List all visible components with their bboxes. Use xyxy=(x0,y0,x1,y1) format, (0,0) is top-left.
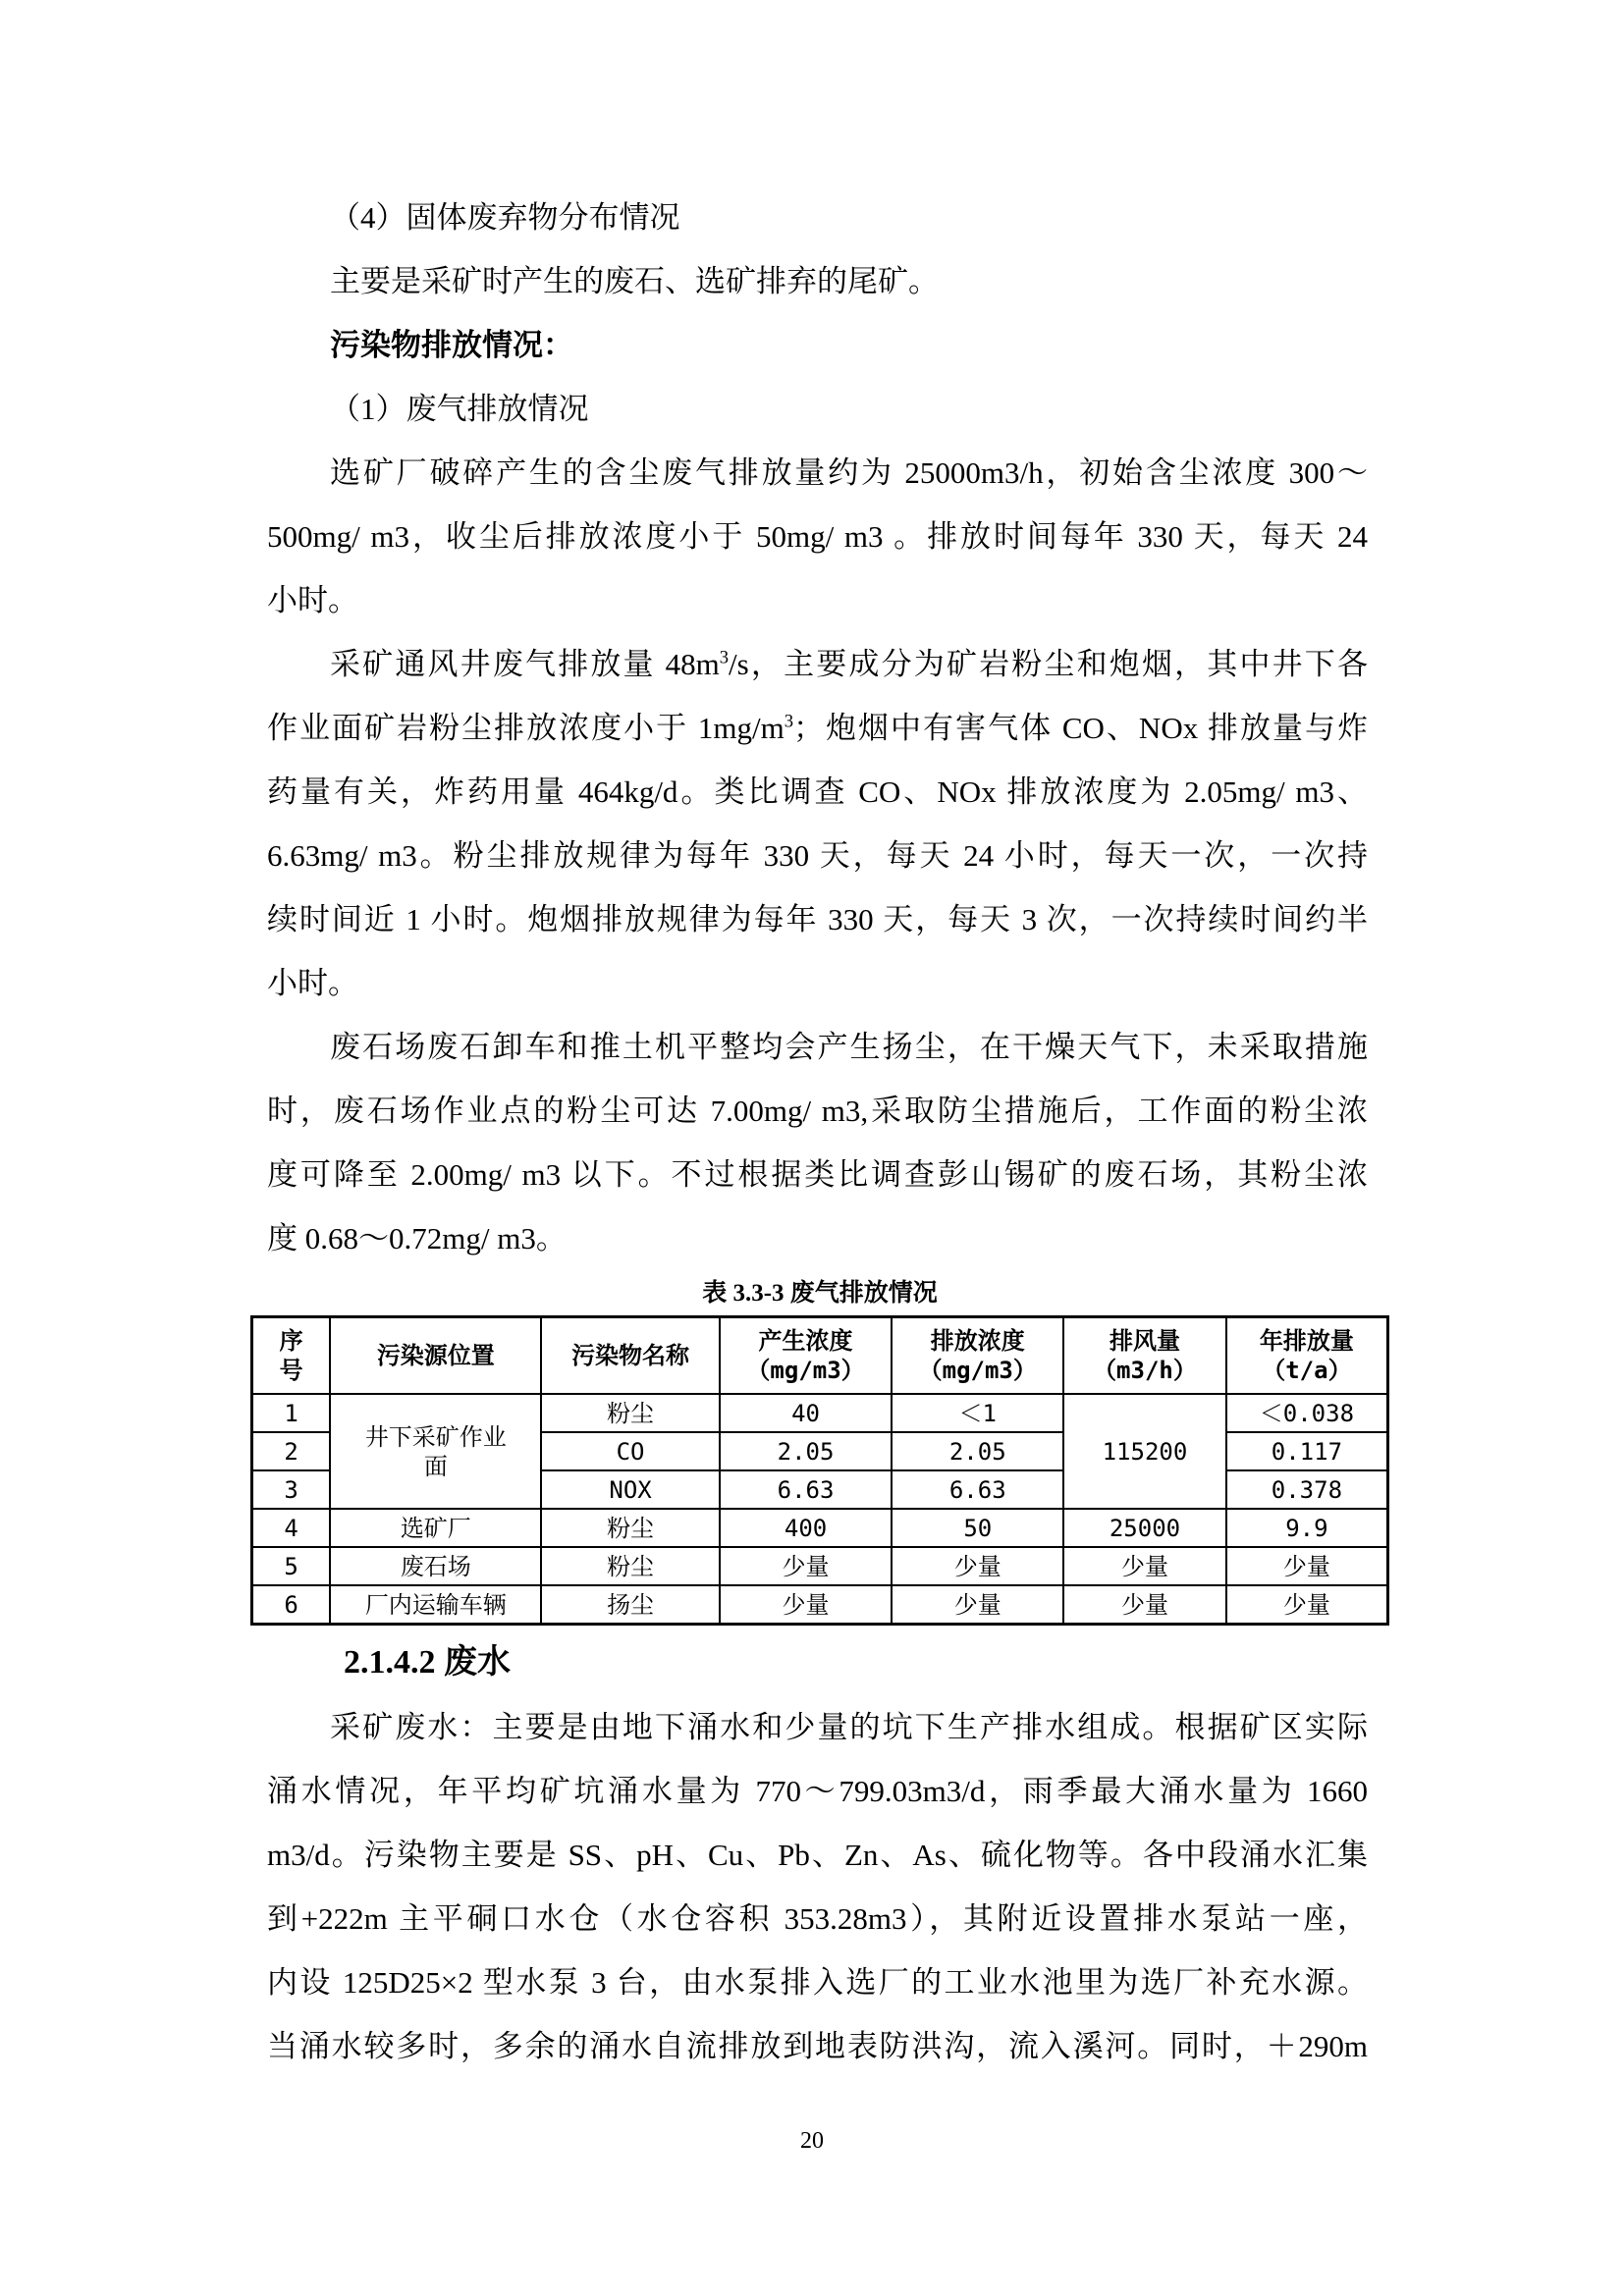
cell-pollutant: 扬尘 xyxy=(541,1585,719,1625)
cell-location: 废石场 xyxy=(330,1547,541,1585)
table-header-row xyxy=(252,1317,1388,1395)
water-line: 涌水情况，年平均矿坑涌水量为 770～799.03m3/d，雨季最大涌水量为 1660 xyxy=(267,1774,1368,1808)
table-row xyxy=(252,1585,1388,1625)
water-line: m3/d。污染物主要是 SS、pH、Cu、Pb、Zn、As、硫化物等。各中段涌水汇集 xyxy=(267,1838,1368,1872)
header-seq xyxy=(252,1317,331,1395)
cell-annual: ＜0.038 xyxy=(1226,1394,1388,1432)
page-number: 20 xyxy=(800,2128,824,2154)
cell-pollutant: 粉尘 xyxy=(541,1394,719,1432)
text-span: 采矿通风井废气排放量 48m xyxy=(330,647,720,681)
cell-seq: 3 xyxy=(252,1470,331,1509)
para1-line: 选矿厂破碎产生的含尘废气排放量约为 25000m3/h，初始含尘浓度 300～ xyxy=(330,455,1368,490)
cell-gen: 400 xyxy=(720,1509,893,1547)
water-line: 到+222m 主平硐口水仓（水仓容积 353.28m3），其附近设置排水泵站一座， xyxy=(267,1901,1368,1936)
header-gen xyxy=(720,1317,893,1395)
cell-emit: ＜1 xyxy=(892,1394,1063,1432)
cell-seq: 4 xyxy=(252,1509,331,1547)
header-air xyxy=(1063,1317,1226,1395)
cell-gen: 40 xyxy=(720,1394,893,1432)
cell-air: 25000 xyxy=(1063,1509,1226,1547)
para2-line: 6.63mg/ m3。粉尘排放规律为每年 330 天，每天 24 小时，每天一次，一次持 xyxy=(267,838,1368,873)
para3-line: 时，废石场作业点的粉尘可达 7.00mg/ m3,采取防尘措施后，工作面的粉尘浓 xyxy=(267,1094,1368,1128)
header-text: 排放浓度 xyxy=(930,1327,1025,1355)
header-text: （m3/h） xyxy=(1093,1357,1197,1384)
header-text: 年排放量 xyxy=(1259,1327,1354,1355)
cell-air: 115200 xyxy=(1063,1394,1226,1509)
table-row xyxy=(252,1509,1388,1547)
header-location: 污染源位置 xyxy=(330,1317,541,1395)
cell-pollutant: CO xyxy=(541,1432,719,1470)
header-text: 序 xyxy=(279,1327,303,1355)
cell-location: 井下采矿作业面 xyxy=(330,1394,541,1509)
cell-annual: 少量 xyxy=(1226,1585,1388,1625)
para1-line: 500mg/ m3，收尘后排放浓度小于 50mg/ m3 。排放时间每年 330 天，每天 24 xyxy=(267,519,1368,554)
superscript: 3 xyxy=(719,647,730,668)
cell-annual: 少量 xyxy=(1226,1547,1388,1585)
header-annual xyxy=(1226,1317,1388,1395)
cell-emit: 6.63 xyxy=(892,1470,1063,1509)
cell-gen: 6.63 xyxy=(720,1470,893,1509)
header-text: 产生浓度 xyxy=(758,1327,853,1355)
cell-emit: 2.05 xyxy=(892,1432,1063,1470)
para2-line: 小时。 xyxy=(267,966,358,1000)
cell-gen: 少量 xyxy=(720,1585,893,1625)
cell-air: 少量 xyxy=(1063,1547,1226,1585)
cell-pollutant: NOX xyxy=(541,1470,719,1509)
header-text: （mg/m3） xyxy=(918,1357,1037,1384)
section-heading-wastewater: 2.1.4.2 废水 xyxy=(344,1644,511,1681)
header-text: （t/a） xyxy=(1262,1357,1352,1384)
water-line: 采矿废水：主要是由地下涌水和少量的坑下生产排水组成。根据矿区实际 xyxy=(330,1710,1368,1744)
item4-title: （4）固体废弃物分布情况 xyxy=(330,200,680,235)
item1-title: （1）废气排放情况 xyxy=(330,392,589,426)
text-span: /s，主要成分为矿岩粉尘和炮烟，其中井下各 xyxy=(729,647,1368,681)
para3-line: 度 0.68～0.72mg/ m3。 xyxy=(267,1221,567,1255)
emission-table xyxy=(250,1315,1389,1626)
cell-emit: 50 xyxy=(892,1509,1063,1547)
water-line: 内设 125D25×2 型水泵 3 台，由水泵排入选厂的工业水池里为选厂补充水源。 xyxy=(267,1965,1368,2000)
header-text: 号 xyxy=(279,1357,303,1384)
cell-location: 厂内运输车辆 xyxy=(330,1585,541,1625)
cell-seq: 2 xyxy=(252,1432,331,1470)
pollutant-heading: 污染物排放情况： xyxy=(330,328,573,362)
cell-seq: 5 xyxy=(252,1547,331,1585)
cell-location: 选矿厂 xyxy=(330,1509,541,1547)
header-pollutant: 污染物名称 xyxy=(541,1317,719,1395)
table-row xyxy=(252,1547,1388,1585)
item4-text: 主要是采矿时产生的废石、选矿排弃的尾矿。 xyxy=(330,264,939,298)
cell-gen: 少量 xyxy=(720,1547,893,1585)
superscript: 3 xyxy=(784,711,794,732)
para2-line: 药量有关，炸药用量 464kg/d。类比调查 CO、NOx 排放浓度为 2.05mg/ m3、 xyxy=(267,774,1368,809)
header-text: 排风量 xyxy=(1109,1327,1180,1355)
para2-line xyxy=(267,709,1368,748)
cell-annual: 9.9 xyxy=(1226,1509,1388,1547)
cell-emit: 少量 xyxy=(892,1547,1063,1585)
para2-line: 续时间近 1 小时。炮烟排放规律为每年 330 天，每天 3 次，一次持续时间约半 xyxy=(267,902,1368,936)
cell-pollutant: 粉尘 xyxy=(541,1547,719,1585)
cell-air: 少量 xyxy=(1063,1585,1226,1625)
table-row xyxy=(252,1394,1388,1432)
table-caption: 表 3.3-3 废气排放情况 xyxy=(702,1280,938,1307)
text-span: 作业面矿岩粉尘排放浓度小于 1mg/m xyxy=(267,711,785,745)
water-line: 当涌水较多时，多余的涌水自流排放到地表防洪沟，流入溪河。同时，＋290m xyxy=(267,2029,1368,2063)
cell-seq: 6 xyxy=(252,1585,331,1625)
cell-gen: 2.05 xyxy=(720,1432,893,1470)
cell-emit: 少量 xyxy=(892,1585,1063,1625)
para1-line: 小时。 xyxy=(267,583,358,617)
cell-pollutant: 粉尘 xyxy=(541,1509,719,1547)
para2-line xyxy=(330,645,1368,684)
para3-line: 度可降至 2.00mg/ m3 以下。不过根据类比调查彭山锡矿的废石场，其粉尘浓 xyxy=(267,1157,1368,1192)
header-text: （mg/m3） xyxy=(746,1357,865,1384)
para3-line: 废石场废石卸车和推土机平整均会产生扬尘，在干燥天气下，未采取措施 xyxy=(330,1030,1368,1064)
text-span: ；炮烟中有害气体 CO、NOx 排放量与炸 xyxy=(793,711,1368,745)
header-emit xyxy=(892,1317,1063,1395)
cell-annual: 0.378 xyxy=(1226,1470,1388,1509)
cell-seq: 1 xyxy=(252,1394,331,1432)
cell-annual: 0.117 xyxy=(1226,1432,1388,1470)
